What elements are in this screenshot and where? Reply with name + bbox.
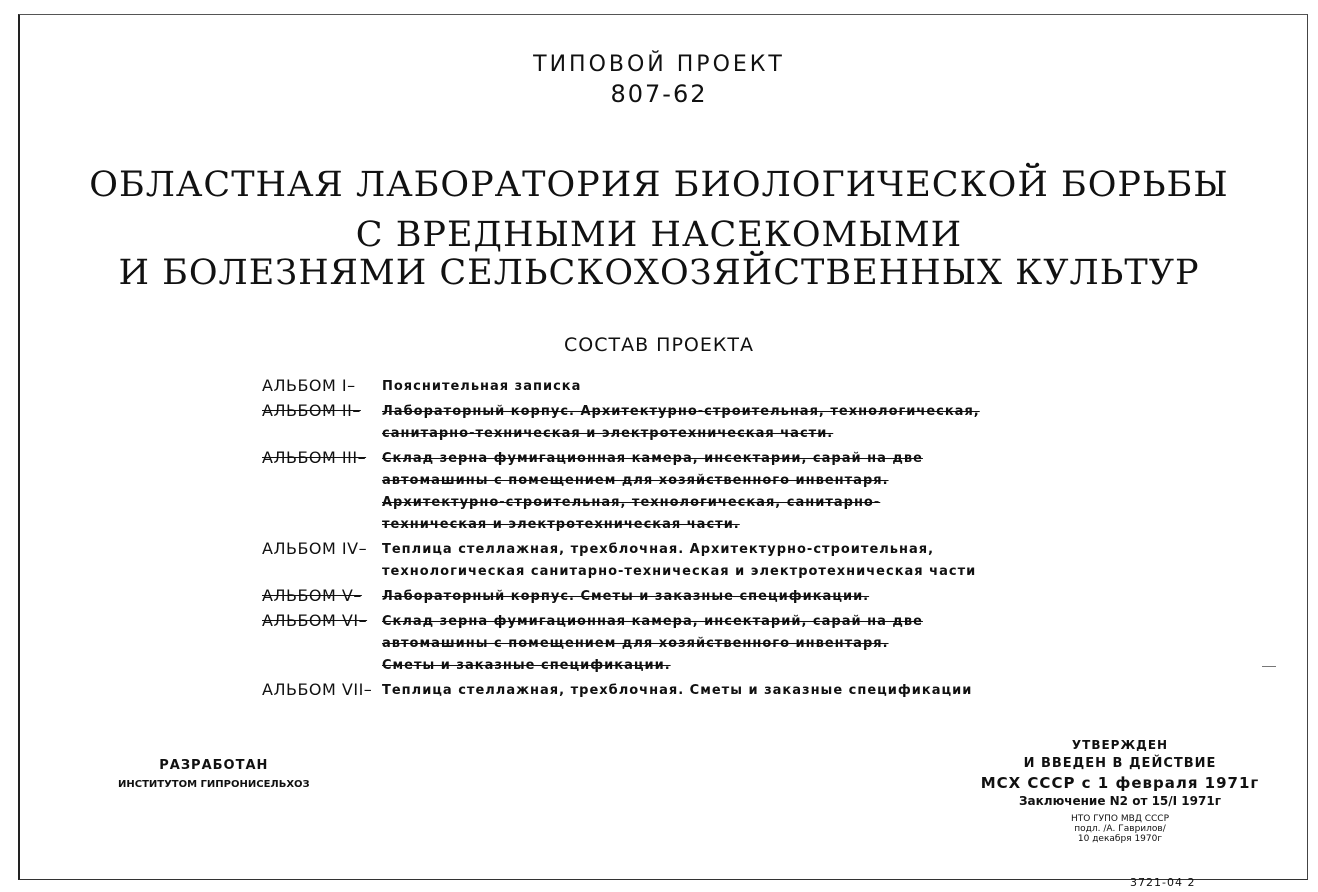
- album-description: [382, 376, 1162, 398]
- album-label: АЛЬБОМ VI–: [262, 611, 368, 630]
- album-line: Лабораторный корпус. Сметы и заказные спецификации.: [382, 589, 870, 604]
- album-line: Теплица стеллажная, трехблочная. Сметы и заказные спецификации: [382, 683, 973, 698]
- album-line: Пояснительная записка: [382, 379, 582, 394]
- album-label: АЛЬБОМ VII–: [262, 680, 373, 699]
- album-item: [262, 586, 1162, 608]
- album-item: [262, 539, 1162, 583]
- album-description: [382, 611, 1162, 677]
- album-description: [382, 680, 1162, 702]
- album-item: [262, 448, 1162, 536]
- album-line: Склад зерна фумигационная камера, инсектарии, сарай на две: [382, 451, 923, 466]
- album-line: Архитектурно-строительная, технологическая, санитарно-: [382, 495, 881, 510]
- album-list: [262, 376, 1162, 705]
- album-description: [382, 448, 1162, 536]
- developed-label: РАЗРАБОТАН: [159, 758, 269, 773]
- album-label: АЛЬБОМ V–: [262, 586, 362, 605]
- album-line: технологическая санитарно-техническая и электротехническая части: [382, 564, 977, 579]
- approval-block: [950, 738, 1290, 844]
- album-line: автомашины с помещением для хозяйственного инвентаря.: [382, 473, 889, 488]
- album-line: Лабораторный корпус. Архитектурно-строительная, технологическая,: [382, 404, 980, 419]
- album-item: [262, 611, 1162, 677]
- album-label: АЛЬБОМ IV–: [262, 539, 368, 558]
- album-line: техническая и электротехническая части.: [382, 517, 740, 532]
- sheet-number: 3721-04 2: [1130, 876, 1196, 889]
- album-label: АЛЬБОМ I–: [262, 376, 356, 395]
- approved-signature: подл. /А. Гаврилов/: [1074, 824, 1166, 834]
- album-description: [382, 401, 1162, 445]
- approved-date: 10 декабря 1970г: [1077, 834, 1163, 844]
- project-number: 807-62: [610, 80, 708, 108]
- approved-label: УТВЕРЖДЕН: [1071, 738, 1169, 752]
- title-line-2: С ВРЕДНЫМИ НАСЕКОМЫМИ: [355, 215, 963, 255]
- developer-block: [118, 758, 310, 790]
- approved-enacted: И ВВЕДЕН В ДЕЙСТВИЕ: [1023, 756, 1217, 771]
- album-label: АЛЬБОМ II–: [262, 401, 361, 420]
- album-description: [382, 586, 1162, 608]
- album-line: Склад зерна фумигационная камера, инсектарий, сарай на две: [382, 614, 923, 629]
- album-line: автомашины с помещением для хозяйственного инвентаря.: [382, 636, 889, 651]
- title-line-3: И БОЛЕЗНЯМИ СЕЛЬСКОХОЗЯЙСТВЕННЫХ КУЛЬТУР: [118, 253, 1200, 293]
- stray-mark: [1262, 666, 1276, 667]
- approved-conclusion: Заключение N2 от 15/I 1971г: [1019, 794, 1221, 808]
- developer-name: ИНСТИТУТОМ ГИПРОНИСЕЛЬХОЗ: [118, 779, 310, 790]
- project-type: ТИПОВОЙ ПРОЕКТ: [533, 52, 785, 77]
- album-label: АЛЬБОМ III–: [262, 448, 367, 467]
- album-line: санитарно-техническая и электротехническая части.: [382, 426, 834, 441]
- album-item: [262, 401, 1162, 445]
- album-line: Теплица стеллажная, трехблочная. Архитектурно-строительная,: [382, 542, 935, 557]
- album-description: [382, 539, 1162, 583]
- album-item: [262, 376, 1162, 398]
- section-title: СОСТАВ ПРОЕКТА: [564, 334, 754, 356]
- title-line-1: ОБЛАСТНАЯ ЛАБОРАТОРИЯ БИОЛОГИЧЕСКОЙ БОРЬБЫ: [89, 165, 1229, 205]
- album-line: Сметы и заказные спецификации.: [382, 658, 671, 673]
- album-item: [262, 680, 1162, 702]
- approved-org: НТО ГУПО МВД СССР: [1070, 814, 1169, 824]
- approved-ministry: МСХ СССР с 1 февраля 1971г: [980, 774, 1260, 792]
